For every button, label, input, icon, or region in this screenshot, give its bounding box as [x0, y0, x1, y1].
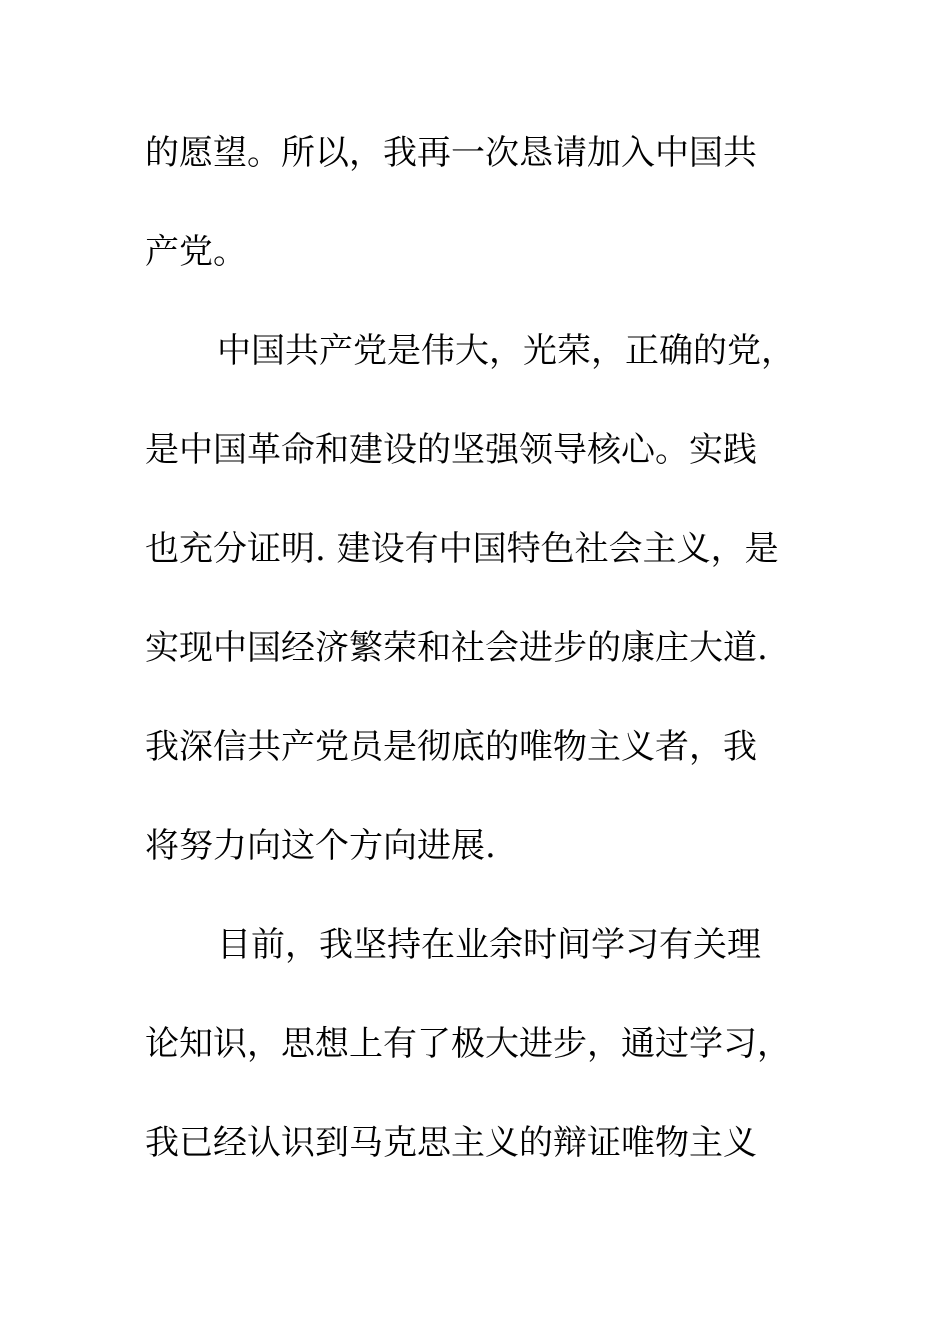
text-line: 产党。 [145, 232, 247, 272]
text-line: 将努力向这个方向进展. [145, 826, 496, 866]
text-line: 我深信共产党员是彻底的唯物主义者，我 [145, 727, 757, 767]
text-line: 的愿望。所以，我再一次恳请加入中国共 [145, 133, 757, 173]
text-line: 我已经认识到马克思主义的辩证唯物主义 [145, 1123, 757, 1163]
paragraph-start-line: 中国共产党是伟大，光荣，正确的党， [217, 331, 795, 371]
paragraph-start-line: 目前，我坚持在业余时间学习有关理 [217, 925, 761, 965]
text-line: 实现中国经济繁荣和社会进步的康庄大道. [145, 628, 768, 668]
body-text [145, 127, 825, 1216]
text-line: 也充分证明. 建设有中国特色社会主义，是 [145, 529, 779, 569]
text-line: 是中国革命和建设的坚强领导核心。实践 [145, 430, 757, 470]
text-line: 论知识，思想上有了极大进步，通过学习， [145, 1024, 791, 1064]
